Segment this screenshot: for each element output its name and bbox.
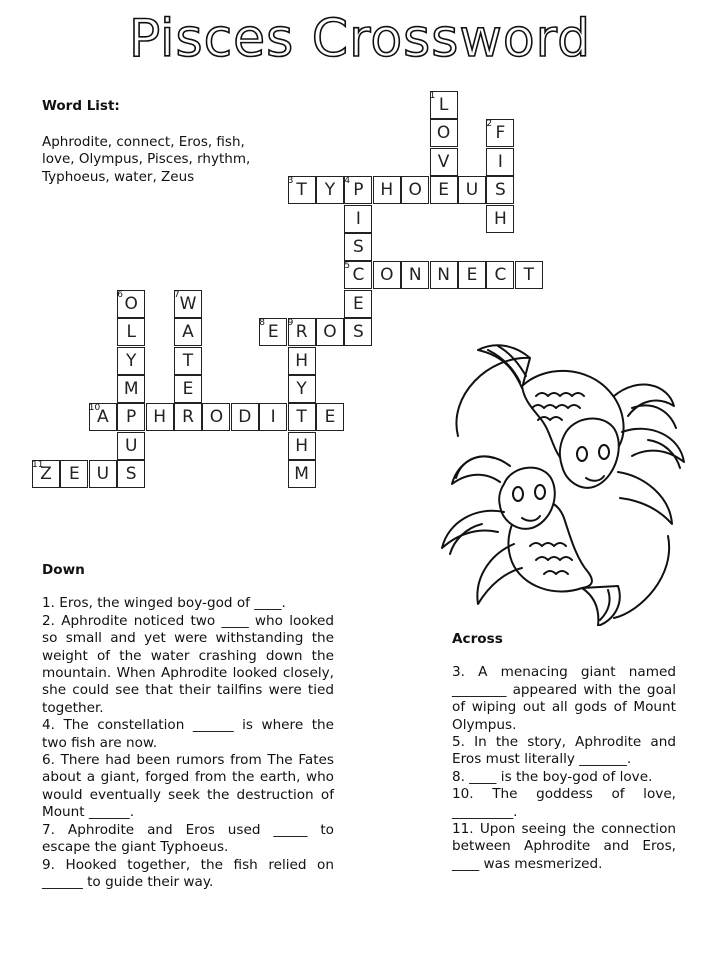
down-clue: 6. There had been rumors from The Fates about a giant, forged from the earth, who would eventually seek the destruction of Mount ______. (42, 752, 334, 821)
cell-letter: O (209, 407, 224, 428)
cell-clue-number: 2 (486, 119, 493, 130)
crossword-cell (430, 119, 458, 147)
cell-clue-number: 11 (32, 460, 44, 471)
crossword-cell (146, 403, 174, 431)
crossword-cell (430, 148, 458, 176)
cell-letter: N (437, 265, 450, 286)
cell-clue-number: 4 (344, 176, 351, 187)
crossword-cell (288, 347, 316, 375)
cell-letter: H (153, 407, 166, 428)
crossword-cell (89, 403, 117, 431)
cell-clue-number: 8 (259, 318, 265, 329)
crossword-cell (288, 432, 316, 460)
crossword-cell (486, 261, 514, 289)
crossword-cell (344, 261, 372, 289)
cell-letter: Y (296, 379, 307, 399)
cell-letter: L (126, 322, 136, 343)
cell-clue-number: 9 (287, 318, 294, 329)
crossword-cell (515, 261, 543, 289)
cell-letter: S (494, 180, 506, 201)
across-clue: 11. Upon seeing the connection between Aphrodite and Eros, ____ was mesmerized. (452, 821, 676, 872)
crossword-cell (174, 375, 202, 403)
cell-letter: O (408, 180, 422, 201)
crossword-cell (373, 261, 401, 289)
crossword-cell (344, 233, 372, 261)
cell-letter: M (294, 464, 309, 485)
crossword-cell (401, 176, 429, 204)
across-clue: 5. In the story, Aphrodite and Eros must literally _______. (452, 734, 676, 768)
cell-letter: E (353, 293, 364, 314)
cell-letter: O (124, 293, 138, 314)
cell-letter: S (352, 237, 364, 257)
crossword-cell (259, 318, 287, 346)
crossword-cell (430, 176, 458, 204)
cell-letter: D (238, 407, 252, 428)
crossword-cell (316, 318, 344, 346)
cell-letter: Y (125, 350, 137, 371)
crossword-cell (344, 290, 372, 318)
cell-letter: I (497, 151, 503, 172)
page-title-text: Pisces Crossword (128, 9, 592, 69)
cell-letter: R (295, 322, 308, 343)
crossword-cell (89, 460, 117, 488)
cell-letter: I (270, 407, 276, 428)
crossword-cell (117, 403, 145, 431)
crossword-cell (117, 347, 145, 375)
crossword-cell (117, 432, 145, 460)
crossword-cell (32, 460, 60, 488)
crossword-cell (344, 318, 372, 346)
across-clue: 3. A menacing giant named ________ appeared with the goal of wiping out all gods of Mount Olympus. (452, 664, 676, 733)
cell-letter: T (523, 265, 534, 286)
crossword-cell (344, 176, 372, 204)
across-clues (452, 631, 676, 873)
cell-letter: F (495, 123, 506, 144)
crossword-cell (259, 403, 287, 431)
cell-letter: H (295, 350, 308, 371)
cell-letter: E (466, 265, 478, 286)
cell-clue-number: 5 (344, 261, 351, 272)
crossword-cell (288, 318, 316, 346)
crossword-cell (316, 176, 344, 204)
cell-letter: H (493, 208, 507, 229)
cell-letter: T (296, 180, 307, 201)
cell-clue-number: 7 (174, 289, 180, 300)
down-clue: 9. Hooked together, the fish relied on ______ to guide their way. (42, 856, 334, 890)
cell-clue-number: 6 (117, 289, 123, 300)
cell-letter: H (380, 180, 394, 201)
crossword-cell (458, 261, 486, 289)
crossword-cell (117, 460, 145, 488)
cell-clue-number: 10 (88, 403, 101, 414)
cell-letter: Y (324, 180, 336, 201)
cell-clue-number: 3 (287, 176, 294, 187)
cell-letter: P (126, 407, 137, 428)
cell-letter: O (323, 322, 337, 343)
down-clue: 7. Aphrodite and Eros used _____ to escape the giant Typhoeus. (42, 821, 334, 856)
cell-letter: C (494, 265, 507, 286)
crossword-cell (344, 205, 372, 233)
cell-letter: E (324, 407, 336, 428)
crossword-cell (117, 290, 145, 318)
cell-letter: P (353, 180, 364, 201)
cell-letter: H (295, 435, 308, 456)
cell-letter: E (267, 322, 279, 343)
cell-letter: R (182, 407, 194, 428)
cell-letter: A (182, 322, 194, 343)
cell-letter: S (352, 322, 364, 343)
crossword-cell (60, 460, 88, 488)
crossword-cell (401, 261, 429, 289)
down-clue: 4. The constellation ______ is where the two fish are now. (42, 717, 334, 751)
crossword-cell (174, 318, 202, 346)
down-clues (42, 562, 334, 891)
crossword-cell (117, 375, 145, 403)
cell-letter: T (296, 407, 307, 428)
cell-letter: T (182, 350, 194, 371)
crossword-cell (316, 403, 344, 431)
word-list-words: Aphrodite, connect, Eros, fish, love, Olympus, Pisces, rhythm, Typhoeus, water, Zeus (42, 133, 251, 185)
across-heading: Across (452, 631, 503, 647)
cell-letter: O (436, 123, 451, 144)
down-clue: 2. Aphrodite noticed two ____ who looked so small and yet were withstanding the weight of the water crashing down the mountain. When Aphrodite looked closely, she could see that their tailfins were tied together. (42, 612, 334, 716)
cell-letter: U (124, 435, 138, 456)
crossword-cell (486, 205, 514, 233)
crossword-cell (486, 148, 514, 176)
crossword-cell (174, 403, 202, 431)
cell-letter: E (182, 379, 194, 399)
cell-letter: S (125, 464, 137, 485)
crossword-cell (458, 176, 486, 204)
cell-letter: N (408, 265, 422, 286)
cell-letter: U (96, 464, 110, 485)
crossword-cell (288, 403, 316, 431)
crossword-cell (288, 176, 316, 204)
crossword-cell (430, 261, 458, 289)
cell-letter: A (96, 407, 109, 428)
down-clue: 1. Eros, the winged boy-god of ____. (42, 595, 286, 612)
cell-letter: W (179, 293, 197, 314)
crossword-cell (486, 119, 514, 147)
cell-letter: L (438, 95, 449, 115)
across-clue: 10. The goddess of love, _________. (452, 786, 676, 820)
cell-letter: Z (40, 464, 52, 485)
crossword-cell (288, 460, 316, 488)
crossword-cell (373, 176, 401, 204)
cell-letter: O (380, 265, 394, 286)
across-clue: 8. ____ is the boy-god of love. (452, 768, 653, 785)
cell-letter: E (69, 464, 80, 485)
crossword-cell (288, 375, 316, 403)
crossword-cell (174, 347, 202, 375)
cell-letter: M (123, 379, 139, 399)
cell-letter: I (355, 208, 361, 229)
cell-letter: U (465, 180, 479, 201)
down-heading: Down (42, 562, 85, 578)
pisces-fish-illustration (418, 336, 704, 626)
cell-letter: V (437, 151, 450, 172)
cell-letter: E (438, 180, 449, 201)
crossword-cell (117, 318, 145, 346)
crossword-cell (231, 403, 259, 431)
crossword-cell (430, 91, 458, 119)
word-list-heading: Word List: (42, 98, 120, 114)
crossword-cell (202, 403, 230, 431)
cell-letter: C (352, 265, 365, 286)
crossword-cell (486, 176, 514, 204)
crossword-cell (174, 290, 202, 318)
cell-clue-number: 1 (429, 91, 436, 101)
